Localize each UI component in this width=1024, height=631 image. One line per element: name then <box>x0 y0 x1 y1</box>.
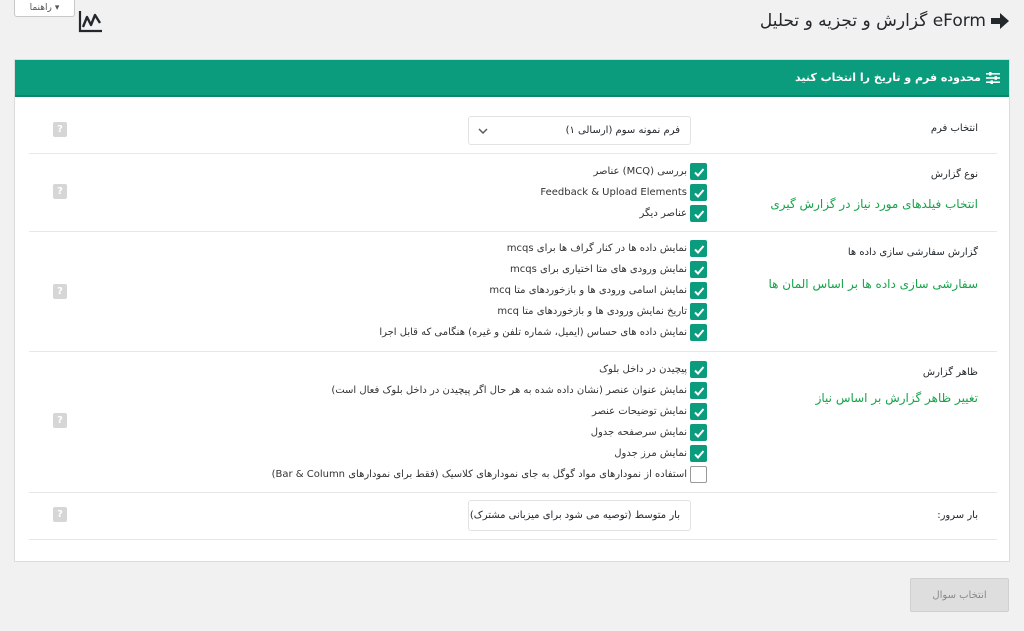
help-icon[interactable]: ? <box>53 184 67 199</box>
check-icon <box>693 406 705 418</box>
checkbox[interactable] <box>690 403 707 420</box>
form-select[interactable] <box>468 116 691 145</box>
option-label: پیچیدن در داخل بلوک <box>599 364 687 375</box>
option-show-table-border[interactable] <box>614 445 707 462</box>
option-label: نمایش داده ها در کنار گراف ها برای mcqs <box>506 243 687 254</box>
data-custom-row <box>29 232 997 352</box>
option-label: نمایش عنوان عنصر (نشان داده شده به هر حال اگر پیچیدن در داخل بلوک فعال است) <box>331 385 687 396</box>
data-custom-subtitle: سفارشی سازی داده ها بر اساس المان ها <box>768 277 978 291</box>
option-wrap-in-block[interactable] <box>599 361 707 378</box>
panel-title: محدوده فرم و تاریخ را انتخاب کنید <box>795 71 981 84</box>
help-tab-label: راهنما <box>29 3 52 13</box>
checkbox[interactable] <box>690 424 707 441</box>
checkbox[interactable] <box>690 303 707 320</box>
help-icon[interactable]: ? <box>53 413 67 428</box>
option-label: نمایش داده های حساس (ایمیل، شماره تلفن و غیره) هنگامی که قابل اجرا <box>379 327 687 338</box>
option-show-element-title[interactable] <box>331 382 707 399</box>
option-label: نمایش مرز جدول <box>614 448 687 459</box>
option-mcq-elements[interactable] <box>593 163 707 180</box>
select-question-button[interactable]: انتخاب سوال <box>910 578 1009 612</box>
check-icon <box>693 285 705 297</box>
help-icon[interactable]: ? <box>53 507 67 522</box>
check-icon <box>693 364 705 376</box>
option-label: استفاده از نمودارهای مواد گوگل به جای نمودارهای کلاسیک (فقط برای نمودارهای Bar & Column) <box>271 469 687 480</box>
option-label: تاریخ نمایش ورودی ها و بازخوردهای متا mcq <box>497 306 687 317</box>
caret-down-icon: ▾ <box>54 3 60 13</box>
option-label: نمایش سرصفحه جدول <box>590 427 687 438</box>
option-entry-names[interactable] <box>489 282 707 299</box>
check-icon <box>693 448 705 460</box>
check-icon <box>693 327 705 339</box>
option-label: نمایش ورودی های متا اختیاری برای mcqs <box>510 264 687 275</box>
server-load-value: بار متوسط (توصیه می شود برای میزبانی مشترک) <box>469 510 680 521</box>
check-icon <box>693 243 705 255</box>
help-icon[interactable]: ? <box>53 122 67 137</box>
checkbox[interactable] <box>690 240 707 257</box>
checkbox[interactable] <box>690 445 707 462</box>
check-icon <box>693 264 705 276</box>
check-icon <box>693 208 705 220</box>
server-load-label: بار سرور: <box>937 510 978 521</box>
checkbox[interactable] <box>690 382 707 399</box>
form-select-label: انتخاب فرم <box>930 123 978 134</box>
panel-header <box>15 60 1009 97</box>
option-entry-dates[interactable] <box>497 303 707 320</box>
report-type-label: نوع گزارش <box>930 169 978 180</box>
checkbox[interactable] <box>690 324 707 341</box>
check-icon <box>693 187 705 199</box>
form-select-value: فرم نمونه سوم (ارسالی ۱) <box>565 125 680 136</box>
appearance-row <box>29 352 997 493</box>
chevron-down-icon <box>478 126 488 136</box>
server-load-row <box>29 493 997 540</box>
arrow-right-icon <box>990 11 1010 31</box>
line-chart-icon <box>78 9 104 33</box>
option-show-element-description[interactable] <box>592 403 707 420</box>
appearance-subtitle: تغییر ظاهر گزارش بر اساس نیاز <box>815 391 978 405</box>
help-tab[interactable] <box>14 0 75 17</box>
help-icon[interactable]: ? <box>53 284 67 299</box>
option-label: نمایش توضیحات عنصر <box>591 406 687 417</box>
check-icon <box>693 306 705 318</box>
checkbox[interactable] <box>690 205 707 222</box>
option-optional-meta[interactable] <box>510 261 707 278</box>
check-icon <box>693 385 705 397</box>
check-icon <box>693 427 705 439</box>
sliders-icon <box>986 72 1000 84</box>
checkbox[interactable] <box>690 163 707 180</box>
option-label: بررسی (MCQ) عناصر <box>593 166 687 177</box>
option-other-elements[interactable] <box>640 205 708 222</box>
report-type-subtitle: انتخاب فیلدهای مورد نیاز در گزارش گیری <box>770 197 978 211</box>
checkbox[interactable] <box>690 361 707 378</box>
option-google-material-charts[interactable] <box>272 466 707 483</box>
option-label: نمایش اسامی ورودی ها و بازخوردهای متا mcq <box>489 285 687 296</box>
check-icon <box>693 166 705 178</box>
checkbox[interactable] <box>690 261 707 278</box>
report-panel <box>14 59 1010 562</box>
checkbox[interactable] <box>690 184 707 201</box>
option-label: عناصر دیگر <box>639 208 687 219</box>
data-custom-label: گزارش سفارشی سازی داده ها <box>847 247 978 258</box>
option-sensitive-data[interactable] <box>379 324 707 341</box>
option-label: Feedback & Upload Elements <box>540 187 687 198</box>
appearance-label: ظاهر گزارش <box>922 367 978 378</box>
option-show-table-header[interactable] <box>591 424 707 441</box>
server-load-select[interactable] <box>468 500 691 531</box>
checkbox[interactable] <box>690 282 707 299</box>
form-select-row <box>29 115 997 154</box>
report-type-row <box>29 154 997 232</box>
option-data-beside-graphs[interactable] <box>507 240 707 257</box>
option-feedback-upload[interactable] <box>540 184 707 201</box>
checkbox[interactable] <box>690 466 707 483</box>
page-title: eForm گزارش و تجزیه و تحلیل <box>759 11 986 31</box>
